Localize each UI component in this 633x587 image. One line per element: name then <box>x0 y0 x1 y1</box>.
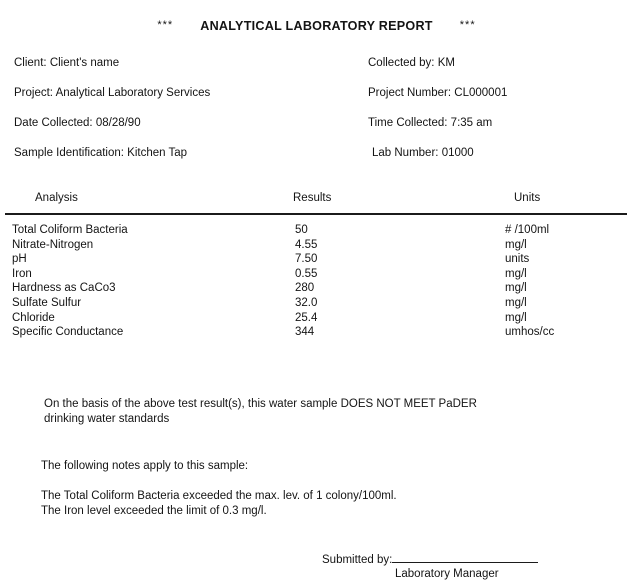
results-table-body <box>0 223 633 340</box>
submitted-by-label: Submitted by: <box>322 554 393 566</box>
client-label: Client: <box>14 57 47 69</box>
signature-line <box>392 551 538 563</box>
notes-heading: The following notes apply to this sample: <box>41 460 249 472</box>
note-item: The Iron level exceeded the limit of 0.3 mg/l. <box>41 505 267 518</box>
sample-identification-value: Kitchen Tap <box>127 147 188 159</box>
table-row <box>0 223 633 238</box>
client-value: Client's name <box>49 57 120 69</box>
units-cell: mg/l <box>505 282 527 295</box>
result-cell: 7.50 <box>295 253 318 266</box>
table-row <box>0 252 633 267</box>
table-row <box>0 281 633 296</box>
units-cell: umhos/cc <box>505 326 555 339</box>
analysis-cell: Hardness as CaCo3 <box>12 282 116 295</box>
client-field <box>14 57 119 70</box>
units-cell: mg/l <box>505 238 527 251</box>
sample-identification-label: Sample Identification: <box>14 147 124 159</box>
result-cell: 344 <box>295 326 315 339</box>
units-cell: mg/l <box>505 311 527 324</box>
lab-number-field <box>372 147 474 160</box>
table-row <box>0 296 633 311</box>
conclusion-line-2: drinking water standards <box>44 413 170 425</box>
project-number-value: CL000001 <box>454 87 508 99</box>
analysis-cell: Iron <box>12 267 32 280</box>
project-number-label: Project Number: <box>368 87 452 99</box>
result-cell: 280 <box>295 282 315 295</box>
result-cell: 0.55 <box>295 267 318 280</box>
result-cell: 25.4 <box>295 311 318 324</box>
result-cell: 32.0 <box>295 296 318 309</box>
notes-list <box>41 489 397 520</box>
project-value: Analytical Laboratory Services <box>55 87 211 99</box>
collected-by-value: KM <box>437 57 455 69</box>
column-header-results: Results <box>293 192 332 204</box>
lab-number-label: Lab Number: <box>372 147 439 159</box>
date-collected-value: 08/28/90 <box>95 117 141 129</box>
column-header-analysis: Analysis <box>35 192 78 204</box>
column-header-units: Units <box>514 192 541 204</box>
report-header <box>0 19 633 33</box>
page-title: ANALYTICAL LABORATORY REPORT <box>200 19 433 33</box>
time-collected-field <box>368 117 492 130</box>
analysis-cell: Specific Conductance <box>12 326 124 339</box>
analysis-cell: Nitrate-Nitrogen <box>12 238 94 251</box>
units-cell: units <box>505 253 530 266</box>
title-stars-left: *** <box>157 19 174 31</box>
project-label: Project: <box>14 87 53 99</box>
collected-by-label: Collected by: <box>368 57 435 69</box>
units-cell: mg/l <box>505 267 527 280</box>
project-number-field <box>368 87 507 100</box>
units-cell: mg/l <box>505 296 527 309</box>
signature-role: Laboratory Manager <box>395 568 499 580</box>
analysis-cell: pH <box>12 253 27 266</box>
analysis-cell: Total Coliform Bacteria <box>12 224 128 236</box>
conclusion-line-1: On the basis of the above test result(s), this water sample DOES NOT MEET PaDER <box>44 398 477 410</box>
signature-row <box>322 551 538 566</box>
date-collected-label: Date Collected: <box>14 117 93 129</box>
table-header-rule <box>5 213 627 215</box>
collected-by-field <box>368 57 455 70</box>
result-cell: 50 <box>295 224 308 236</box>
table-row <box>0 238 633 253</box>
analysis-cell: Sulfate Sulfur <box>12 296 82 309</box>
title-stars-right: *** <box>459 19 476 31</box>
table-row <box>0 311 633 326</box>
project-field <box>14 87 210 100</box>
result-cell: 4.55 <box>295 238 318 251</box>
time-collected-value: 7:35 am <box>450 117 493 129</box>
conclusion-paragraph <box>44 397 477 427</box>
table-row <box>0 267 633 282</box>
units-cell: # /100ml <box>505 224 550 236</box>
note-item: The Total Coliform Bacteria exceeded the max. lev. of 1 colony/100ml. <box>41 490 397 502</box>
table-row <box>0 325 633 340</box>
time-collected-label: Time Collected: <box>368 117 448 129</box>
sample-identification-field <box>14 147 187 160</box>
analysis-cell: Chloride <box>12 311 55 324</box>
date-collected-field <box>14 117 141 130</box>
lab-number-value: 01000 <box>441 147 474 159</box>
